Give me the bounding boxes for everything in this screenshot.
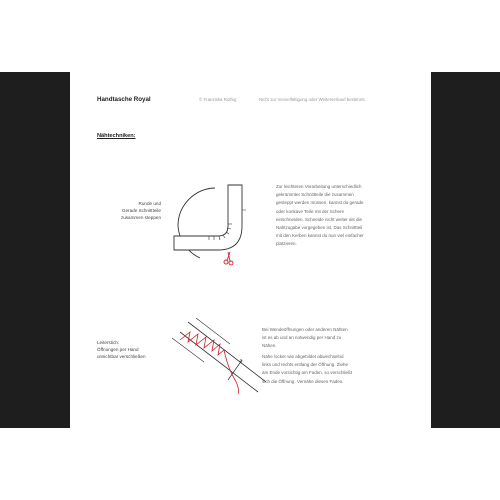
technique-1-label [97,200,161,221]
desc-line: am Ende vorsichtig am Faden, so verschließt [262,370,353,376]
technique-1-label-line: Runde und [138,201,161,206]
technique-1-label-line: Gerade Schnittteile [121,208,161,213]
ladder-stitch-illustration [170,318,270,398]
desc-line: gesteppt werden müssen, kannst du gerade [276,200,364,206]
technique-1-label-line: zusammen steppen [120,215,161,220]
technique-2-label-line: Öffnungen per Hand [97,347,139,352]
technique-1-description [276,183,407,249]
desc-line: links und rechts entlang der Öffnung. Ziehe [262,362,348,368]
fabric-edge-line [180,332,258,392]
technique-2-description-a [262,326,393,351]
desc-line: oder konkave Teile mit der Schere [276,208,344,214]
brand-title: Handtasche Royal [97,96,151,103]
right-dark-margin [431,72,500,428]
left-dark-margin [0,72,70,428]
desc-line: Nahtzugabe vorgegeben ist. Das Schnittteil [276,225,363,231]
desc-line: einschneiden. Schneide nicht weiter als die [276,216,363,222]
scissors-icon [224,252,233,265]
desc-line: Nähen. [262,343,277,349]
section-title: Nähtechniken: [97,133,136,139]
desc-line: Zur leichteren Verarbeitung unterschiedlich [276,184,362,189]
desc-line: Nähe locker wie abgebildet abwechselnd [262,354,344,359]
technique-2-description-b [262,353,393,386]
usage-notice: Nicht zur Vervielfältigung oder Weiterverkauf bestimmt. [259,97,366,102]
technique-2-label-line: Leiterstich: [97,340,120,345]
desc-line: sich die Öffnung. Vernähe diesen Faden. [262,378,344,384]
curved-seam-illustration [170,180,260,270]
technique-2-label-line: unsichtbar verschließen [97,354,146,359]
desc-line: gekrümmter Schnittteile die zusammen [276,192,354,198]
technique-2-label [97,339,167,360]
desc-line: ist es ab und an notwendig per Hand zu [262,335,342,341]
stitch-thread [180,332,239,394]
desc-line: platzieren. [276,241,297,247]
desc-line: mit den Kerben kannst du nun viel einfacher [276,233,364,239]
copyright-text: © Franziska Rothig [199,97,237,102]
desc-line: Bei Wendeöffnungen oder anderen Nähten [262,327,348,332]
fabric-edge-line [188,322,266,382]
straight-piece-outline [174,185,242,250]
